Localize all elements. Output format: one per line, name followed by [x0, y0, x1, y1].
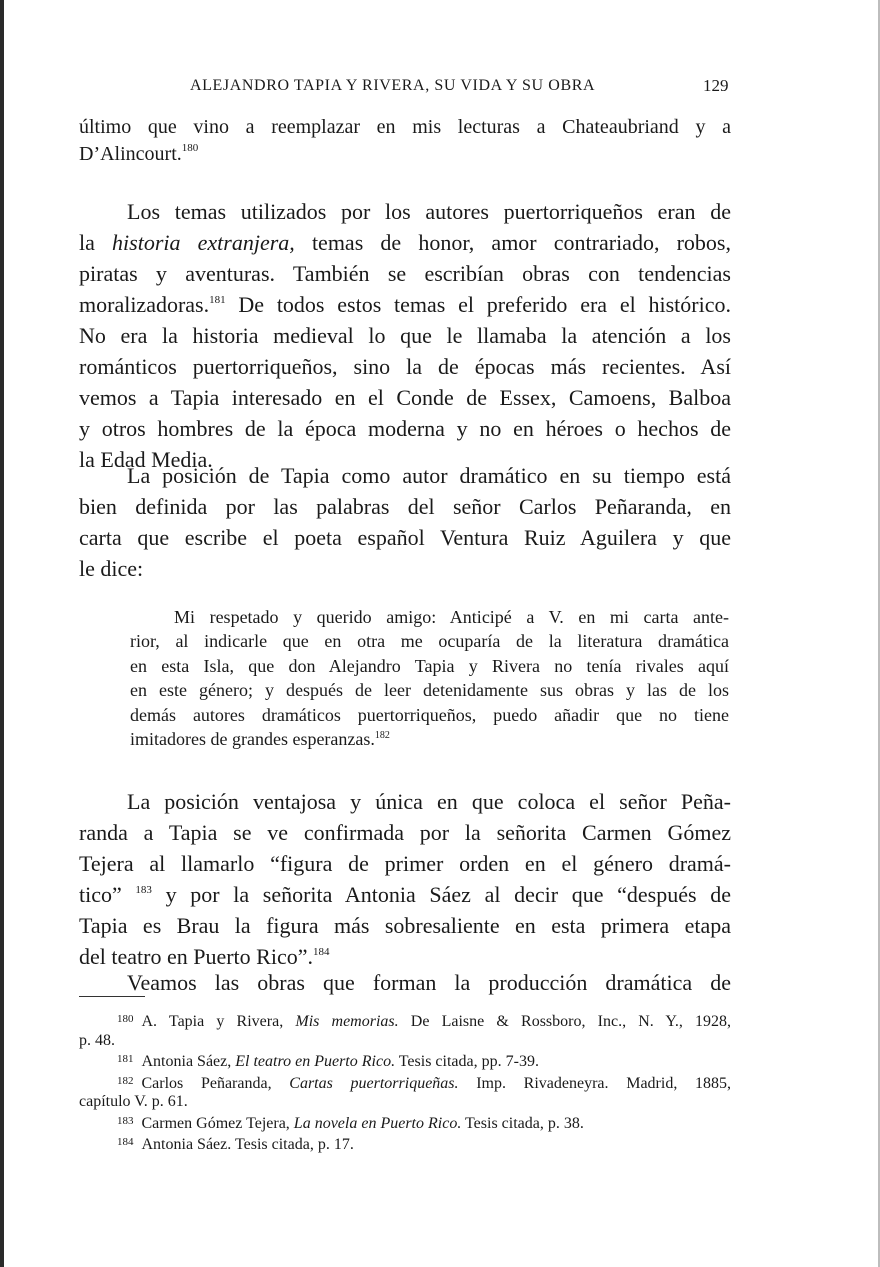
- text-run: y por la señorita Antonia Sáez al decir que “después de: [151, 882, 731, 907]
- quote-line: demás autores dramáticos puertorriqueños, puedo añadir que no tiene: [130, 704, 729, 725]
- text-run: Antonia Sáez,: [141, 1053, 236, 1070]
- text-run: imitadores de grandes esperanzas.: [130, 729, 375, 750]
- text-line: vemos a Tapia interesado en el Conde de Essex, Camoens, Balboa: [79, 385, 731, 410]
- text-line: Los temas utilizados por los autores puertorriqueños eran de: [127, 199, 731, 224]
- paragraph-themes: [79, 196, 731, 475]
- footnote-180-cont: p. 48.: [79, 1031, 115, 1049]
- footnote-number: 180: [117, 1013, 134, 1025]
- footnote-180: [79, 1010, 731, 1032]
- text-run: Antonia Sáez. Tesis citada, p. 17.: [141, 1136, 354, 1153]
- text-line: románticos puertorriqueños, sino la de épocas más recientes. Así: [79, 354, 731, 379]
- paragraph-position: [79, 460, 731, 584]
- text-line: piratas y aventuras. También se escribían obras con tendencias: [79, 261, 731, 286]
- text-line: Tejera al llamarlo “figura de primer orden en el género dramá-: [79, 851, 731, 876]
- text-run: De Laisne & Rossboro, Inc., N. Y., 1928,: [398, 1013, 732, 1030]
- italic-phrase: historia extranjera,: [112, 230, 295, 255]
- text-run: A. Tapia y Rivera,: [141, 1013, 296, 1030]
- text-run: Tesis citada, pp. 7-39.: [395, 1053, 539, 1070]
- footnote-number: 182: [117, 1074, 134, 1087]
- block-quote: [130, 605, 729, 751]
- text-line: carta que escribe el poeta español Ventura Ruiz Aguilera y que: [79, 525, 731, 550]
- footnote-number: 181: [117, 1053, 134, 1065]
- footnote-ref-184[interactable]: 184: [312, 946, 330, 958]
- footnote-ref-183[interactable]: 183: [135, 884, 152, 896]
- text-line: La posición de Tapia como autor dramático en su tiempo está: [127, 463, 731, 488]
- citation-title: El teatro en Puerto Rico.: [235, 1053, 396, 1070]
- text-line: No era la historia medieval lo que le llamaba la atención a los: [79, 323, 731, 348]
- page-number: 129: [703, 76, 729, 95]
- quote-line: rior, al indicarle que en otra me ocuparía de la literatura dramática: [130, 631, 729, 652]
- text-run: De todos estos temas el preferido era el histórico.: [225, 292, 731, 317]
- text-line: [79, 141, 731, 168]
- quote-line: en esta Isla, que don Alejandro Tapia y Rivera no tenía rivales aquí: [130, 655, 729, 676]
- footnote-184: [79, 1133, 731, 1155]
- text-line: [79, 289, 731, 320]
- text-run: Carlos Peñaranda,: [141, 1074, 290, 1092]
- text-line: la Edad Media.: [79, 447, 213, 472]
- running-head: ALEJANDRO TAPIA Y RIVERA, SU VIDA Y SU OBRA: [190, 77, 596, 94]
- text-line: y otros hombres de la época moderna y no en héroes o hechos de: [79, 416, 731, 441]
- footnote-ref-180[interactable]: 180: [181, 142, 199, 154]
- quote-line: Mi respetado y querido amigo: Anticipé a V. en mi carta ante-: [174, 607, 729, 627]
- footnote-183: [79, 1112, 731, 1134]
- paragraph-works: [79, 967, 731, 998]
- footnote-divider: [79, 996, 145, 997]
- text-line: randa a Tapia se ve confirmada por la señorita Carmen Gómez: [79, 820, 731, 845]
- footnote-ref-182[interactable]: 182: [374, 730, 390, 742]
- text-line: bien definida por las palabras del señor Carlos Peñaranda, en: [79, 494, 731, 519]
- quote-line: en este género; y después de leer detenidamente sus obras y las de los: [130, 680, 729, 701]
- footnotes: [79, 1010, 731, 1155]
- text-line: Tapia es Brau la figura más sobresaliente en esta primera etapa: [79, 913, 731, 938]
- text-run: D’Alincourt.: [79, 143, 182, 165]
- text-run: Carmen Gómez Tejera,: [141, 1114, 294, 1132]
- text-run: Tesis citada, p. 38.: [461, 1114, 584, 1132]
- text-line: último que vino a reemplazar en mis lecturas a Chateaubriand y a: [79, 116, 731, 138]
- text-line: La posición ventajosa y única en que coloca el señor Peña-: [127, 789, 731, 814]
- text-line: Veamos las obras que forman la producción dramática de: [127, 970, 731, 995]
- paragraph-continuation: [79, 114, 731, 168]
- text-run: moralizadoras.: [79, 292, 210, 317]
- footnote-181: [79, 1050, 731, 1072]
- citation-title: Mis memorias.: [295, 1013, 399, 1030]
- text-run: tico”: [79, 882, 136, 907]
- text-line: le dice:: [79, 556, 144, 581]
- text-run: la: [79, 230, 113, 255]
- footnote-182: [79, 1072, 731, 1094]
- footnote-number: 183: [117, 1114, 134, 1127]
- page-edge-left: [0, 0, 4, 1267]
- text-run: temas de honor, amor contrariado, robos,: [294, 230, 731, 255]
- paragraph-confirmation: [79, 786, 731, 972]
- citation-title: Cartas puertorriqueñas.: [289, 1074, 459, 1092]
- footnote-182-cont: capítulo V. p. 61.: [79, 1093, 188, 1110]
- footnote-number: 184: [117, 1136, 134, 1148]
- text-run: Imp. Rivadeneyra. Madrid, 1885,: [458, 1074, 732, 1092]
- text-run: del teatro en Puerto Rico”.: [79, 944, 313, 969]
- footnote-ref-181[interactable]: 181: [209, 294, 226, 306]
- text-line: [79, 227, 731, 258]
- quote-line: [130, 727, 729, 751]
- text-line: [79, 879, 731, 910]
- citation-title: La novela en Puerto Rico.: [293, 1114, 462, 1132]
